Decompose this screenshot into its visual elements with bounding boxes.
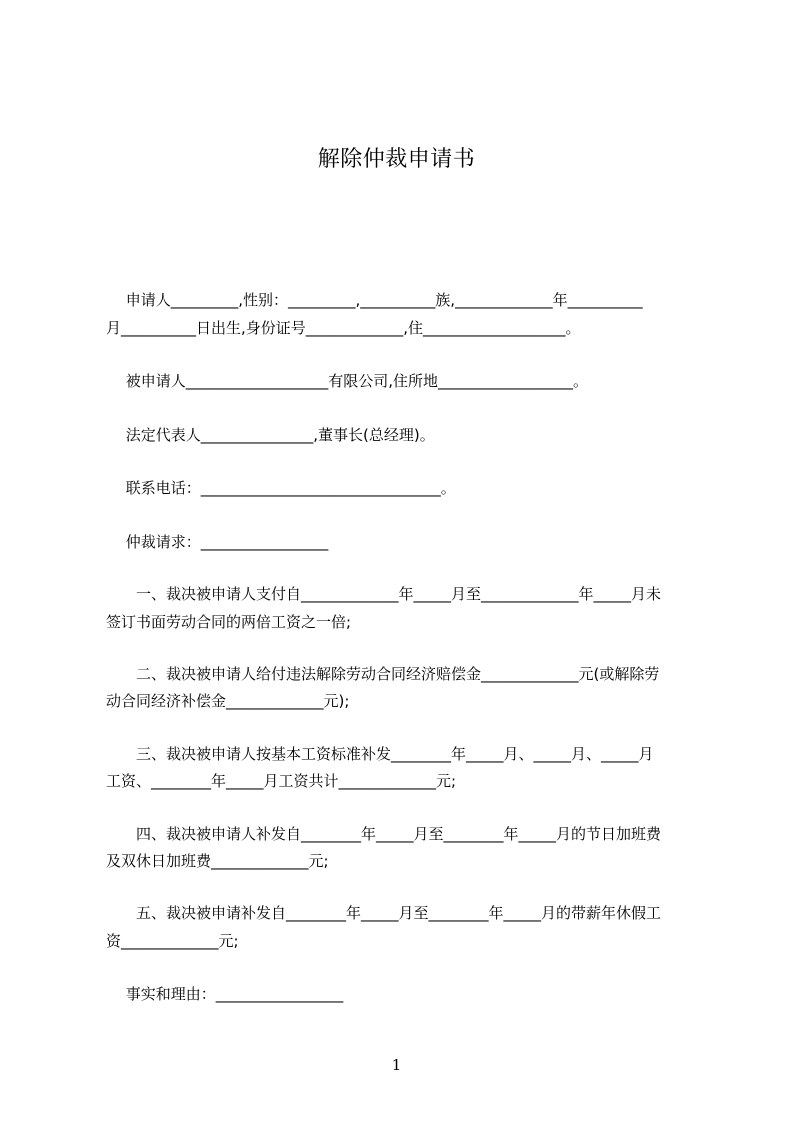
claim-5-line-2: 资_____________元; (106, 932, 239, 950)
claim-4-line-2: 及双休日加班费_____________元; (106, 852, 329, 870)
claim-2-line-2: 动合同经济补偿金_____________元); (106, 692, 350, 710)
page-number: 1 (391, 1056, 402, 1074)
claim-3-line-1: 三、裁决被申请人按基本工资标准补发________年_____月、_____月、_____月 (106, 745, 654, 763)
document-title: 解除仲裁申请书 (317, 147, 476, 172)
applicant-line-2: 月__________日出生,身份证号_____________,住___________________。 (106, 319, 581, 337)
facts-and-reasons-line: 事实和理由：_________________ (106, 985, 344, 1003)
claim-2-line-1: 二、裁决被申请人给付违法解除劳动合同经济赔偿金_____________元(或解除劳 (106, 665, 660, 683)
arbitration-claims-line: 仲裁请求：_________________ (106, 533, 329, 551)
applicant-line-1: 申请人_________,性别：_________,__________族,_____________年__________ (106, 291, 643, 309)
claim-5-line-1: 五、裁决被申请补发自________年_____月至________年_____月的带薪年休假工 (106, 904, 662, 922)
claim-4-line-1: 四、裁决被申请人补发自________年_____月至________年_____月的节日加班费 (106, 825, 662, 843)
legal-representative-line: 法定代表人_______________,董事长(总经理)。 (106, 426, 435, 444)
claim-1-line-2: 签订书面劳动合同的两倍工资之一倍; (106, 613, 352, 631)
claim-1-line-1: 一、裁决被申请人支付自_____________年_____月至_____________年_____月未 (106, 585, 662, 603)
contact-phone-line: 联系电话：________________________________。 (106, 479, 456, 497)
respondent-line: 被申请人___________________有限公司,住所地__________________。 (106, 372, 589, 390)
claim-3-line-2: 工资、________年_____月工资共计_____________元; (106, 772, 457, 790)
